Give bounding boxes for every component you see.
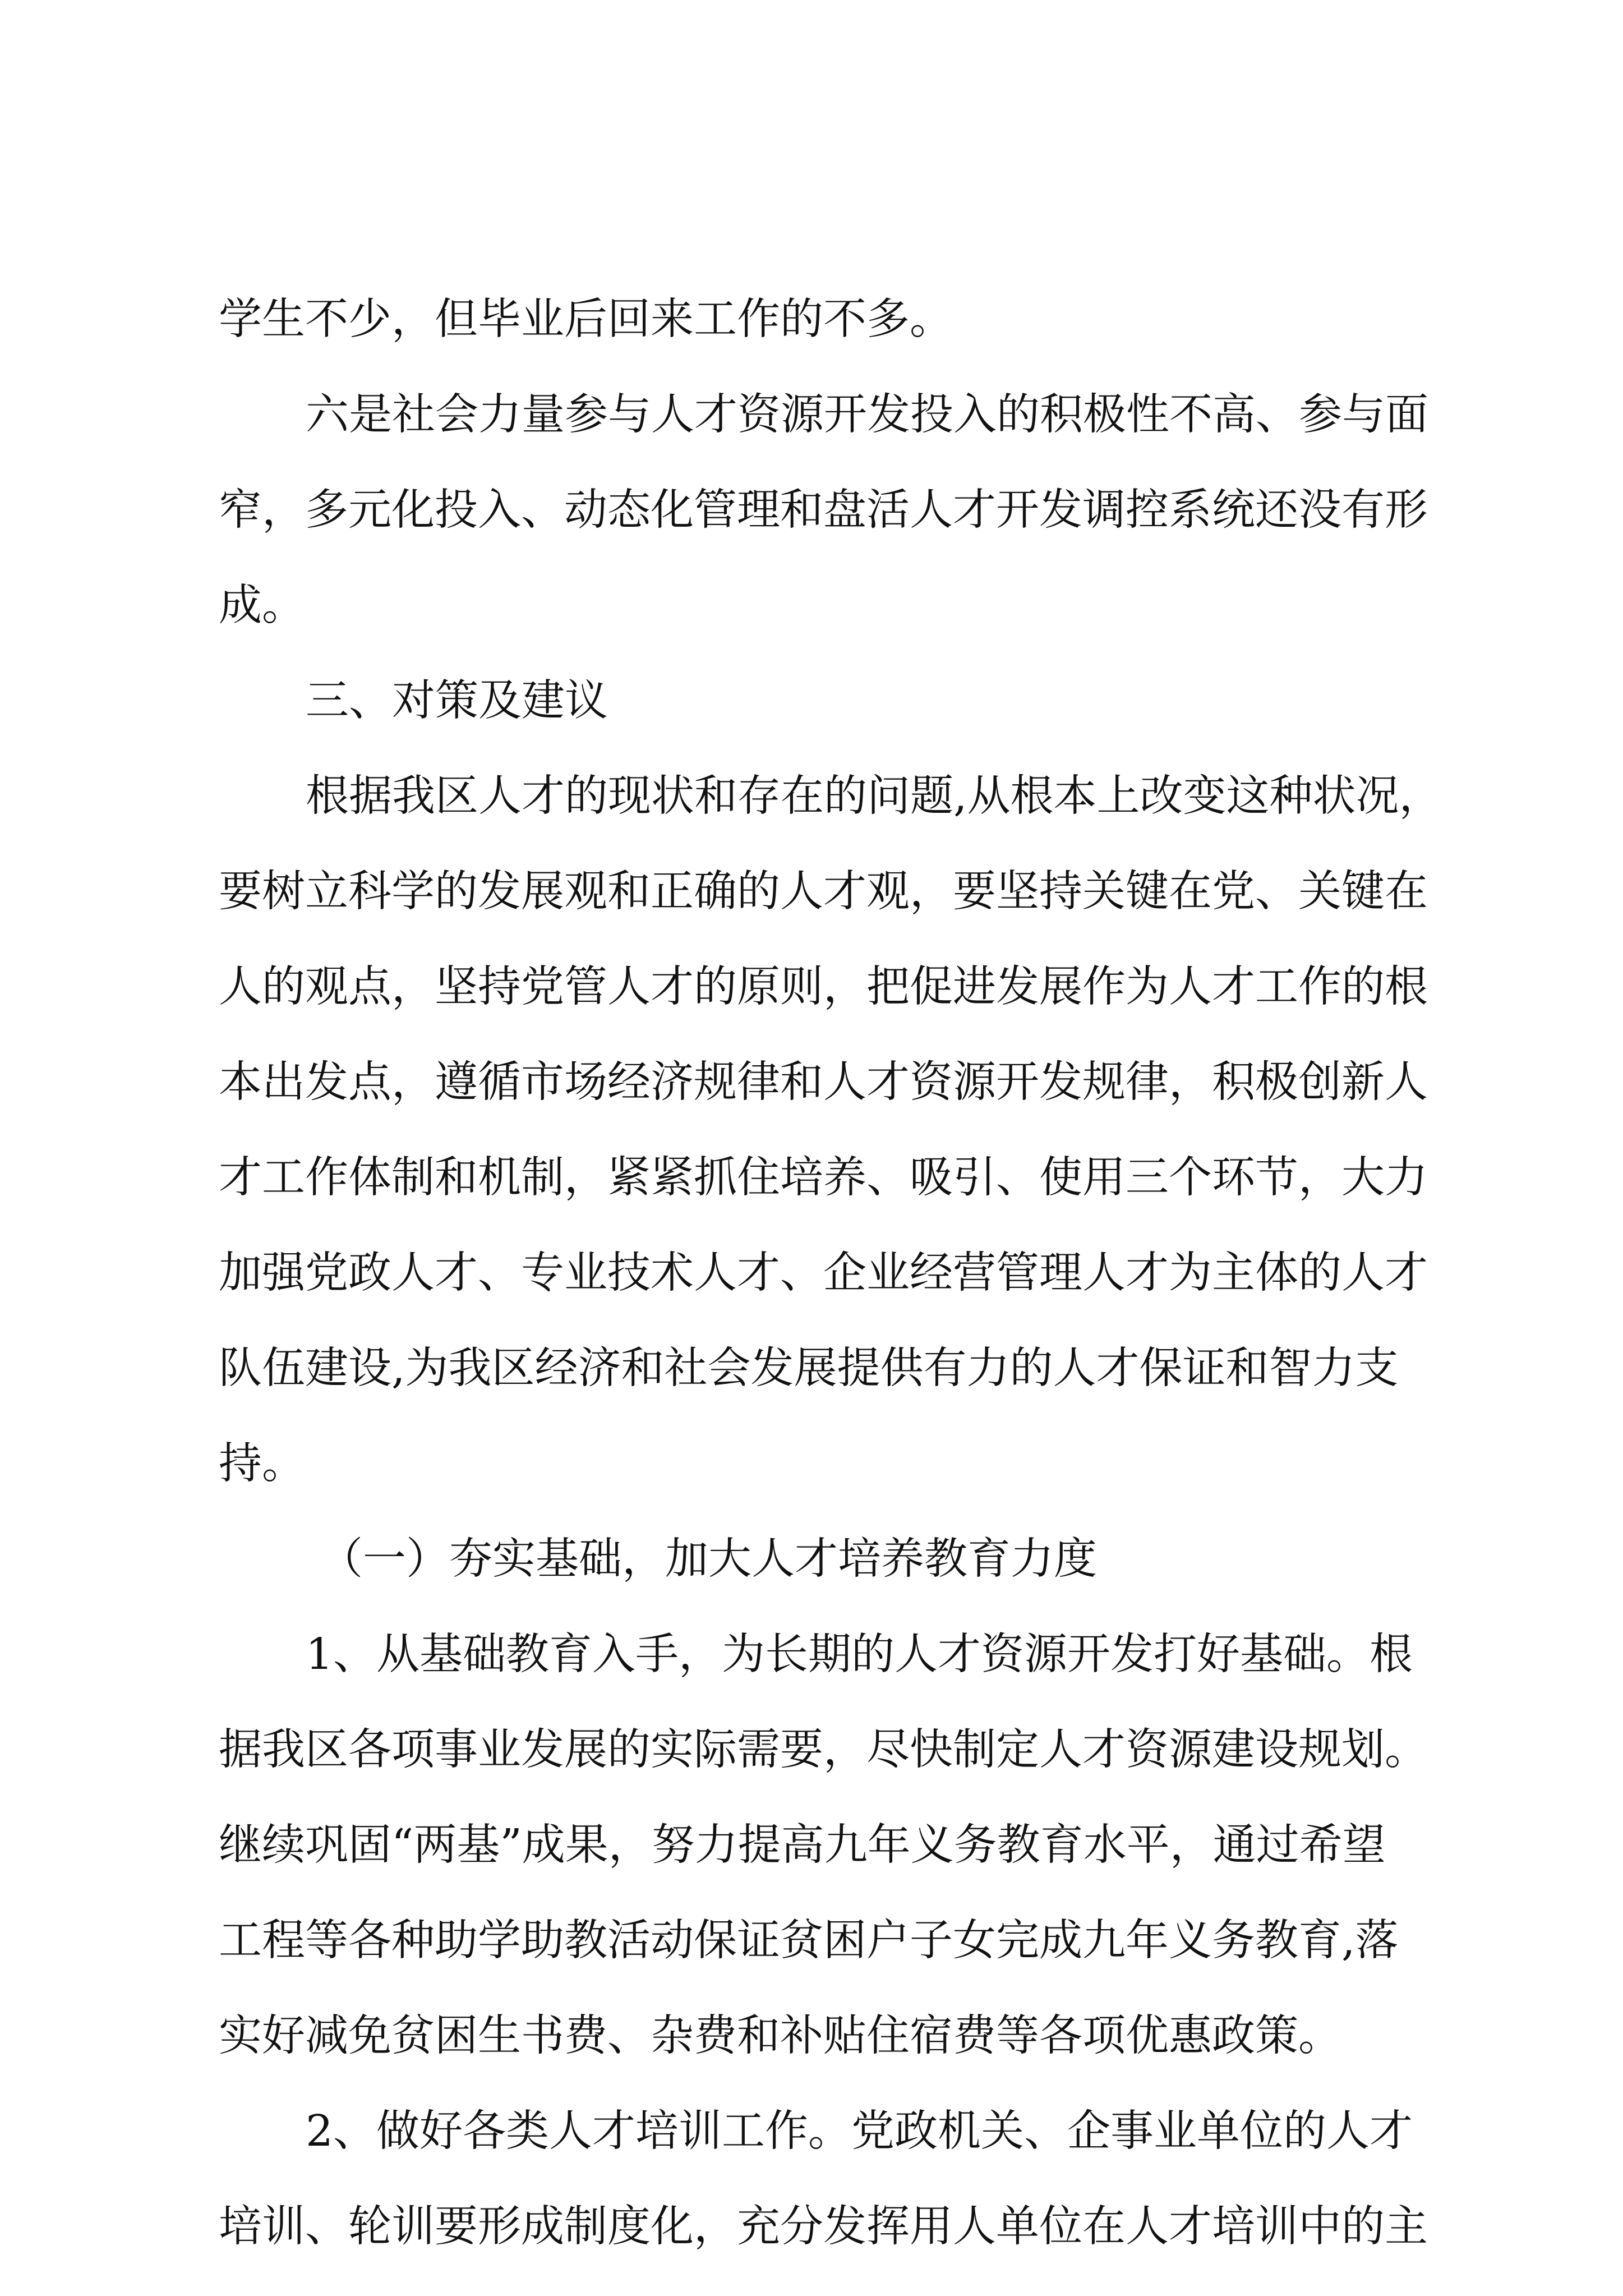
text-line: 加强党政人才、专业技术人才、企业经营管理人才为主体的人才 (219, 1248, 1428, 1298)
text-line: 要树立科学的发展观和正确的人才观，要坚持关键在党、关键在 (219, 867, 1428, 917)
text-line: 本出发点，遵循市场经济规律和人才资源开发规律，积极创新人 (219, 1057, 1428, 1107)
text-line: 窄，多元化投入、动态化管理和盘活人才开发调控系统还没有形 (219, 485, 1428, 535)
text-line: 学生不少，但毕业后回来工作的不多。 (219, 295, 953, 344)
section-heading: 三、对策及建议 (306, 676, 608, 726)
text-line: 持。 (219, 1439, 305, 1489)
text-line: 继续巩固“两基”成果，努力提高九年义务教育水平，通过希望 (219, 1820, 1386, 1870)
text-line: 据我区各项事业发展的实际需要，尽快制定人才资源建设规划。 (219, 1725, 1428, 1775)
text-line: 工程等各种助学助教活动保证贫困户子女完成九年义务教育,落 (219, 1916, 1399, 1966)
text-line: 实好减免贫困生书费、杂费和补贴住宿费等各项优惠政策。 (219, 2011, 1341, 2061)
text-line: 六是社会力量参与人才资源开发投入的积极性不高、参与面 (306, 390, 1428, 440)
text-line: 根据我区人才的现状和存在的问题,从根本上改变这种状况， (306, 771, 1442, 821)
text-line: 1、从基础教育入手，为长期的人才资源开发打好基础。根 (306, 1630, 1413, 1680)
subsection-heading: （一）夯实基础，加大人才培养教育力度 (320, 1534, 1097, 1584)
text-line: 才工作体制和机制，紧紧抓住培养、吸引、使用三个环节，大力 (219, 1153, 1428, 1203)
text-line: 培训、轮训要形成制度化，充分发挥用人单位在人才培训中的主 (219, 2202, 1428, 2252)
text-line: 队伍建设,为我区经济和社会发展提供有力的人才保证和智力支 (219, 1343, 1399, 1393)
text-line: 成。 (219, 581, 305, 631)
text-line: 2、做好各类人才培训工作。党政机关、企事业单位的人才 (306, 2106, 1413, 2156)
text-line: 人的观点，坚持党管人才的原则，把促进发展作为人才工作的根 (219, 962, 1428, 1012)
